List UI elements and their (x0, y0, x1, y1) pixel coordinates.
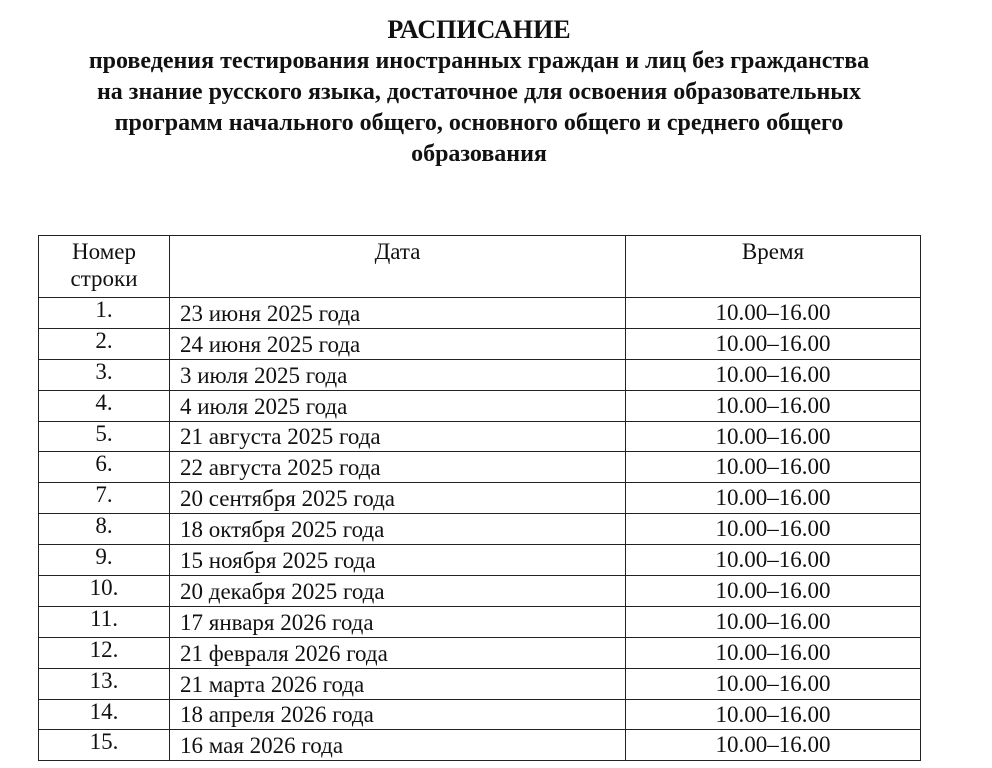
row-number-cell: 10. (39, 576, 170, 607)
row-number-cell: 8. (39, 514, 170, 545)
table-row (39, 545, 921, 576)
subtitle-line: на знание русского языка, достаточное для освоения образовательных (96, 79, 862, 105)
time-cell: 10.00–16.00 (626, 545, 921, 576)
date-cell: 15 ноября 2025 года (170, 545, 626, 576)
time-cell: 10.00–16.00 (626, 606, 921, 637)
date-cell: 16 мая 2026 года (170, 730, 626, 761)
table-header-row (39, 236, 921, 298)
time-cell: 10.00–16.00 (626, 390, 921, 421)
row-number-cell: 13. (39, 668, 170, 699)
header-row-number (39, 236, 170, 298)
time-cell: 10.00–16.00 (626, 514, 921, 545)
table-row (39, 483, 921, 514)
table-row (39, 328, 921, 359)
time-cell: 10.00–16.00 (626, 576, 921, 607)
date-cell: 24 июня 2025 года (170, 328, 626, 359)
table-row (39, 452, 921, 483)
date-cell: 18 октября 2025 года (170, 514, 626, 545)
date-cell: 21 августа 2025 года (170, 421, 626, 452)
table-row (39, 421, 921, 452)
table-row (39, 668, 921, 699)
schedule-table-body (39, 298, 921, 761)
header-time: Время (626, 236, 921, 298)
table-row (39, 390, 921, 421)
table-row (39, 359, 921, 390)
time-cell: 10.00–16.00 (626, 298, 921, 329)
row-number-cell: 5. (39, 421, 170, 452)
row-number-cell: 9. (39, 545, 170, 576)
date-cell: 18 апреля 2026 года (170, 699, 626, 730)
table-row (39, 606, 921, 637)
header-row-number-line1: Номер (72, 239, 136, 264)
time-cell: 10.00–16.00 (626, 328, 921, 359)
date-cell: 22 августа 2025 года (170, 452, 626, 483)
row-number-cell: 6. (39, 452, 170, 483)
date-cell: 3 июля 2025 года (170, 359, 626, 390)
time-cell: 10.00–16.00 (626, 359, 921, 390)
subtitle-line: образования (411, 141, 547, 167)
date-cell: 21 февраля 2026 года (170, 637, 626, 668)
row-number-cell: 2. (39, 328, 170, 359)
table-row (39, 576, 921, 607)
time-cell: 10.00–16.00 (626, 637, 921, 668)
table-row (39, 730, 921, 761)
table-row (39, 298, 921, 329)
row-number-cell: 11. (39, 606, 170, 637)
date-cell: 21 марта 2026 года (170, 668, 626, 699)
header-row-number-line2: строки (70, 266, 138, 291)
row-number-cell: 15. (39, 730, 170, 761)
table-row (39, 699, 921, 730)
schedule-table (38, 235, 921, 761)
row-number-cell: 1. (39, 298, 170, 329)
time-cell: 10.00–16.00 (626, 730, 921, 761)
date-cell: 20 сентября 2025 года (170, 483, 626, 514)
time-cell: 10.00–16.00 (626, 699, 921, 730)
subtitle-line: программ начального общего, основного общего и среднего общего (114, 110, 844, 136)
document-title: РАСПИСАНИЕ (387, 15, 571, 44)
row-number-cell: 7. (39, 483, 170, 514)
row-number-cell: 4. (39, 390, 170, 421)
table-row (39, 514, 921, 545)
row-number-cell: 14. (39, 699, 170, 730)
row-number-cell: 3. (39, 359, 170, 390)
date-cell: 17 января 2026 года (170, 606, 626, 637)
row-number-cell: 12. (39, 637, 170, 668)
table-row (39, 637, 921, 668)
time-cell: 10.00–16.00 (626, 483, 921, 514)
time-cell: 10.00–16.00 (626, 421, 921, 452)
subtitle-line: проведения тестирования иностранных граждан и лиц без гражданства (88, 48, 870, 74)
time-cell: 10.00–16.00 (626, 668, 921, 699)
date-cell: 23 июня 2025 года (170, 298, 626, 329)
time-cell: 10.00–16.00 (626, 452, 921, 483)
date-cell: 4 июля 2025 года (170, 390, 626, 421)
header-date: Дата (170, 236, 626, 298)
document-subtitle (0, 46, 958, 170)
date-cell: 20 декабря 2025 года (170, 576, 626, 607)
